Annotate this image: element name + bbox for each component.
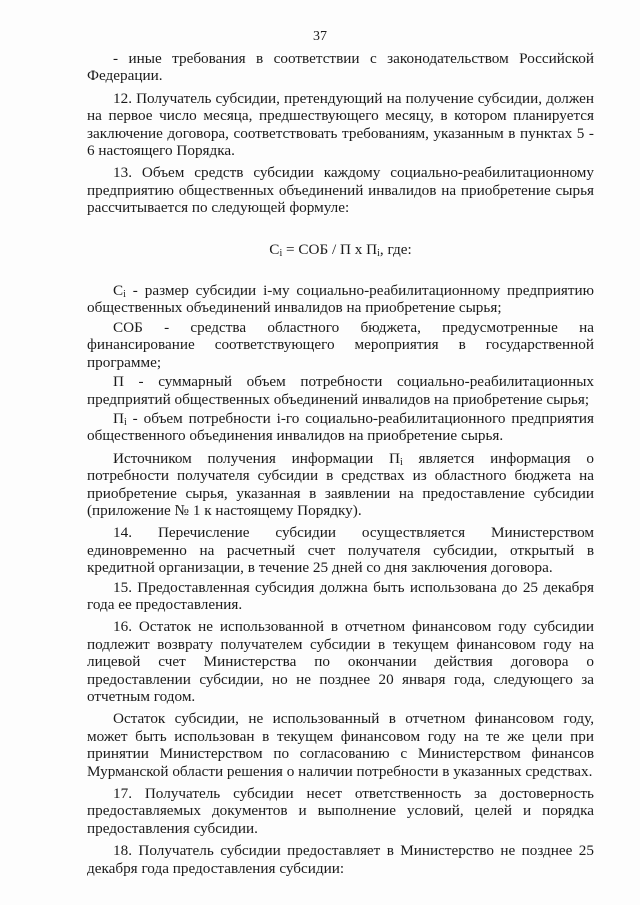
definition-text: - объем потребности i-го социально-реабилитационного предприятия общественного объединения инвалидов на приобретение сырья. bbox=[87, 409, 594, 445]
definition-symbol: П bbox=[113, 373, 124, 391]
formula-left: С bbox=[269, 240, 280, 258]
paragraph-18: 18. Получатель субсидии предоставляет в Министерство не позднее 25 декабря года предоставления субсидии: bbox=[87, 842, 594, 877]
subsidy-formula bbox=[87, 241, 594, 258]
definition-ci bbox=[87, 282, 594, 317]
source-subscript: i bbox=[400, 456, 403, 468]
definition-subscript: i bbox=[123, 416, 127, 428]
page-body bbox=[87, 50, 594, 877]
paragraph-14: 14. Перечисление субсидии осуществляется Министерством единовременно на расчетный счет получателя субсидии, открытый в кредитной организации, в течение 25 дней со дня заключения договора. bbox=[87, 524, 594, 577]
information-source bbox=[87, 450, 594, 520]
paragraph-other-requirements: - иные требования в соответствии с законодательством Российской Федерации. bbox=[87, 50, 594, 85]
formula-right: , где: bbox=[379, 240, 412, 258]
page-number: 37 bbox=[313, 29, 327, 44]
definition-subscript: i bbox=[123, 289, 126, 301]
paragraph-12: 12. Получатель субсидии, претендующий на получение субсидии, должен на первое число месяца, предшествующего месяцу, в котором планируется заключение договора, соответствовать требованиям, указанным в пунктах 5 - 6 настоящего Порядка. bbox=[87, 89, 594, 160]
definition-text: - суммарный объем потребности социально-реабилитационных предприятий общественных объединений инвалидов на приобретение сырья; bbox=[87, 373, 594, 408]
definition-symbol: СОБ bbox=[113, 318, 143, 336]
definition-text: - размер субсидии i-му социально-реабилитационному предприятию общественных объединений инвалидов на приобретение сырья; bbox=[87, 282, 594, 317]
source-text-after: является информация о потребности получателя субсидии в средствах из областного бюджета на приобретение сырья, указанная в заявлении на предоставление субсидии (приложение № 1 к настоящему Порядку). bbox=[87, 449, 594, 519]
paragraph-15: 15. Предоставленная субсидия должна быть использована до 25 декабря года ее предоставления. bbox=[87, 578, 594, 613]
definition-symbol: П bbox=[113, 409, 124, 427]
definition-symbol: С bbox=[113, 282, 124, 300]
definition-p bbox=[87, 373, 594, 408]
definition-sob bbox=[87, 319, 594, 371]
paragraph-13: 13. Объем средств субсидии каждому социально-реабилитационному предприятию общественных объединений инвалидов на приобретение сырья рассчитывается по следующей формуле: bbox=[87, 164, 594, 217]
paragraph-17: 17. Получатель субсидии несет ответственность за достоверность предоставляемых документов и выполнение условий, целей и порядка предоставления субсидии. bbox=[87, 785, 594, 837]
formula-sub-i-2: i bbox=[377, 247, 380, 259]
paragraph-16-remainder: Остаток субсидии, не использованный в отчетном финансовом году, может быть использован в текущем финансовом году на те же цели при принятии Министерством по согласованию с Министерством финансов Мурманской области решения о наличии потребности в указанных средствах. bbox=[87, 710, 594, 780]
formula-middle: = СОБ / П х П bbox=[282, 240, 378, 258]
definition-pi bbox=[87, 410, 594, 445]
source-text-before: Источником получения информации П bbox=[113, 449, 400, 467]
paragraph-16: 16. Остаток не использованной в отчетном финансовом году субсидии подлежит возврату получателем субсидии в текущем финансовом году на лицевой счет Министерства по окончании действия договора о предоставлении субсидии, но не позднее 20 января года, следующего за отчетным годом. bbox=[87, 618, 594, 705]
definition-text: - средства областного бюджета, предусмотренные на финансирование соответствующего мероприятия в государственной программе; bbox=[87, 318, 594, 371]
formula-sub-i: i bbox=[279, 247, 283, 259]
